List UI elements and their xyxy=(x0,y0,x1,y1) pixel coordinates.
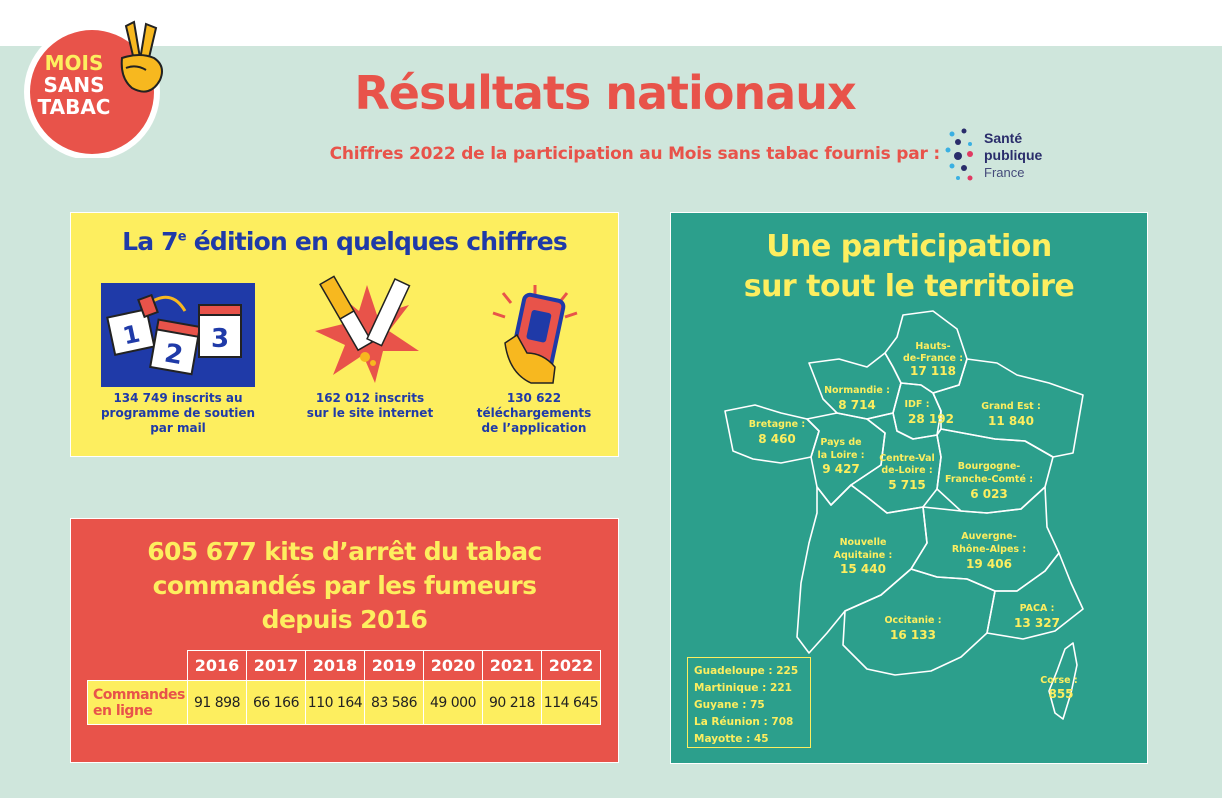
kits-header-row xyxy=(88,651,601,681)
broken-cigarette-illustration xyxy=(309,275,425,387)
kits-panel xyxy=(70,518,619,763)
calendar-number-1: 1 xyxy=(120,319,143,351)
row-label-online-orders xyxy=(88,681,188,725)
stat-app-line-3: de l’application xyxy=(481,421,587,435)
edition-title xyxy=(71,227,618,256)
year-header: 2019 xyxy=(365,651,424,681)
calendar-illustration xyxy=(101,283,255,387)
kits-value-cell: 49 000 xyxy=(424,681,483,725)
phone-in-hand-illustration xyxy=(483,283,587,387)
kits-value-cell: 91 898 xyxy=(188,681,247,725)
region-bretagne-name: Bretagne : xyxy=(748,419,806,430)
region-corse-value: 855 xyxy=(1048,687,1074,701)
region-outline-hdf xyxy=(885,311,967,393)
region-paca-value: 13 327 xyxy=(1014,616,1060,630)
kits-value-cell: 90 218 xyxy=(483,681,542,725)
stat-website-signups xyxy=(285,391,455,421)
region-normandie-value: 8 714 xyxy=(838,398,876,412)
stat-mail-line-2: programme de soutien xyxy=(100,406,256,420)
stat-web-line-2: sur le site internet xyxy=(306,406,434,420)
kits-title-line-3: depuis 2016 xyxy=(261,605,428,634)
region-label-pdl xyxy=(817,437,864,476)
victory-hand-icon xyxy=(122,22,162,92)
row-label-line-2: en ligne xyxy=(93,702,153,719)
region-label-na xyxy=(834,537,893,576)
row-label-line-1: Commandes xyxy=(93,686,185,703)
kits-title-line-1: 605 677 kits d’arrêt du tabac xyxy=(147,537,542,566)
region-cvl-name-1: Centre-Val xyxy=(879,453,935,464)
year-header: 2021 xyxy=(483,651,542,681)
kits-value-cell: 66 166 xyxy=(247,681,306,725)
overseas-item: La Réunion : 708 xyxy=(694,716,794,728)
region-bfc-value: 6 023 xyxy=(970,487,1008,501)
spf-line-1: Santé xyxy=(984,130,1023,146)
region-label-grandest xyxy=(981,401,1041,428)
kits-value-cell: 114 645 xyxy=(542,681,601,725)
region-pdl-value: 9 427 xyxy=(822,462,860,476)
territory-title-line-1: Une participation xyxy=(766,229,1052,264)
kits-value-cell: 83 586 xyxy=(365,681,424,725)
logo-line-1: MOIS xyxy=(44,51,104,75)
region-label-cvl xyxy=(879,453,935,492)
kits-title xyxy=(71,535,618,637)
region-cvl-name-2: de-Loire : xyxy=(881,465,933,476)
region-ara-value: 19 406 xyxy=(966,557,1012,571)
region-corse-name: Corse : xyxy=(1040,675,1078,686)
spf-dots-icon xyxy=(944,126,980,184)
region-bretagne-value: 8 460 xyxy=(758,432,796,446)
page-subtitle: Chiffres 2022 de la participation au Mois sans tabac fournis par : xyxy=(329,144,940,164)
region-na-name-2: Aquitaine : xyxy=(833,550,893,561)
calendar-number-3: 3 xyxy=(210,324,230,354)
spf-line-3: France xyxy=(984,165,1025,180)
region-outline-idf xyxy=(893,383,941,439)
stat-mail-line-1: 134 749 inscrits au xyxy=(113,391,243,405)
region-label-hdf xyxy=(903,341,963,378)
calendar-number-2: 2 xyxy=(162,338,186,372)
region-label-corse xyxy=(1040,675,1077,701)
region-ara-name-1: Auvergne- xyxy=(961,531,1017,542)
region-pdl-name-2: la Loire : xyxy=(817,450,865,461)
stat-app-line-1: 130 622 xyxy=(506,391,562,405)
region-normandie-name: Normandie : xyxy=(824,385,890,396)
region-label-bretagne xyxy=(749,419,805,446)
region-idf-value: 28 192 xyxy=(908,412,954,426)
edition-title-part-a: La 7 xyxy=(122,227,178,256)
year-header: 2020 xyxy=(424,651,483,681)
spf-line-2: publique xyxy=(984,147,1043,163)
region-hdf-name-2: de-France : xyxy=(902,353,964,364)
region-grandest-value: 11 840 xyxy=(988,414,1034,428)
year-header: 2017 xyxy=(247,651,306,681)
overseas-item: Martinique : 221 xyxy=(694,682,792,694)
year-header: 2018 xyxy=(306,651,365,681)
year-header: 2016 xyxy=(188,651,247,681)
edition-title-part-b: édition en quelques chiffres xyxy=(185,227,567,256)
region-na-name-1: Nouvelle xyxy=(839,537,887,548)
year-header: 2022 xyxy=(542,651,601,681)
region-cvl-value: 5 715 xyxy=(888,478,926,492)
edition-panel xyxy=(70,212,619,457)
region-occ-name: Occitanie : xyxy=(884,615,942,626)
overseas-item: Guyane : 75 xyxy=(694,699,765,711)
kits-data-row xyxy=(88,681,601,725)
stat-mail-line-3: par mail xyxy=(150,421,206,435)
region-label-bfc xyxy=(945,461,1033,501)
region-label-paca xyxy=(1014,603,1060,630)
region-bfc-name-1: Bourgogne- xyxy=(957,461,1021,472)
kits-header-corner xyxy=(88,651,188,681)
logo-line-2: SANS xyxy=(43,73,105,97)
region-idf-name: IDF : xyxy=(904,399,930,410)
stat-app-downloads xyxy=(459,391,609,436)
region-label-ara xyxy=(952,531,1026,571)
overseas-box xyxy=(687,657,811,748)
page-title: Résultats nationaux xyxy=(354,66,856,120)
region-label-normandie xyxy=(824,385,890,412)
edition-title-superscript: e xyxy=(177,229,186,245)
territory-title-line-2: sur tout le territoire xyxy=(743,269,1075,304)
kits-value-cell: 110 164 xyxy=(306,681,365,725)
region-bfc-name-2: Franche-Comté : xyxy=(944,474,1034,485)
region-ara-name-2: Rhône-Alpes : xyxy=(951,544,1027,555)
region-label-idf xyxy=(904,399,953,426)
territory-panel xyxy=(670,212,1148,764)
stat-mail-signups xyxy=(93,391,263,436)
region-occ-value: 16 133 xyxy=(890,628,936,642)
region-pdl-name-1: Pays de xyxy=(820,437,862,448)
kits-title-line-2: commandés par les fumeurs xyxy=(152,571,537,600)
region-hdf-name-1: Hauts- xyxy=(915,341,951,352)
region-hdf-value: 17 118 xyxy=(910,364,956,378)
stat-app-line-2: téléchargements xyxy=(476,406,592,420)
stat-web-line-1: 162 012 inscrits xyxy=(315,391,425,405)
mois-sans-tabac-logo xyxy=(22,18,168,158)
overseas-item: Guadeloupe : 225 xyxy=(694,665,799,677)
logo-line-3: TABAC xyxy=(37,95,111,119)
region-grandest-name: Grand Est : xyxy=(981,401,1041,412)
region-paca-name: PACA : xyxy=(1019,603,1055,614)
region-label-occ xyxy=(884,615,941,642)
sante-publique-france-logo xyxy=(944,126,1064,184)
region-na-value: 15 440 xyxy=(840,562,886,576)
kits-table xyxy=(87,650,601,725)
overseas-item: Mayotte : 45 xyxy=(694,733,769,745)
